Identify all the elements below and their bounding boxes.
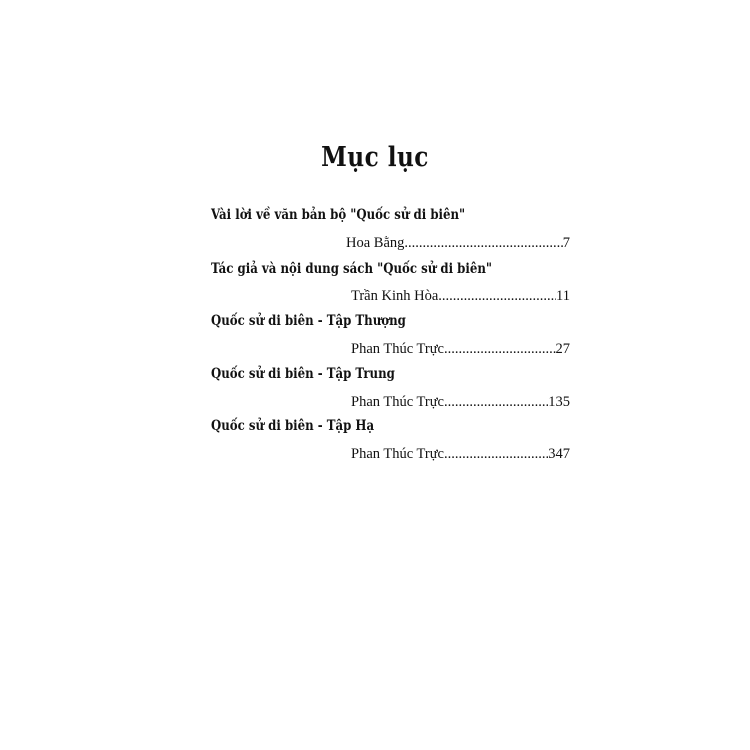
toc-entry-line — [351, 288, 570, 305]
toc-entry-line — [351, 446, 570, 463]
toc-entry-author: Trần Kinh Hòa — [351, 288, 439, 304]
toc-entry-page: 135 — [548, 394, 570, 410]
dot-leader — [404, 235, 562, 252]
toc-entry-page: 347 — [548, 446, 570, 462]
toc-entry-author: Phan Thúc Trực — [351, 394, 444, 410]
page-title: Mục lục — [321, 142, 429, 173]
toc-entry-line — [346, 235, 570, 252]
toc-entry-title: Quốc sử di biên - Tập Trung — [211, 366, 395, 382]
toc-entry-title: Tác giả và nội dung sách "Quốc sử di biên" — [211, 261, 493, 277]
toc-entry-author: Phan Thúc Trực — [351, 341, 444, 357]
toc-entry-line — [351, 341, 570, 358]
toc-entry-page: 7 — [562, 235, 570, 251]
toc-entry-page: 27 — [555, 341, 570, 357]
toc-entry-page: 11 — [556, 288, 570, 304]
toc-entry-author: Hoa Bằng — [346, 235, 405, 251]
dot-leader — [444, 394, 548, 411]
dot-leader — [444, 446, 548, 463]
toc-entry-title: Quốc sử di biên - Tập Hạ — [211, 418, 375, 434]
toc-entry-title: Quốc sử di biên - Tập Thượng — [211, 313, 406, 329]
toc-entry-author: Phan Thúc Trực — [351, 446, 444, 462]
toc-entry-line — [351, 394, 570, 411]
dot-leader — [438, 288, 556, 305]
dot-leader — [444, 341, 556, 358]
toc-entry-title: Vài lời về văn bản bộ "Quốc sử di biên" — [211, 207, 466, 223]
